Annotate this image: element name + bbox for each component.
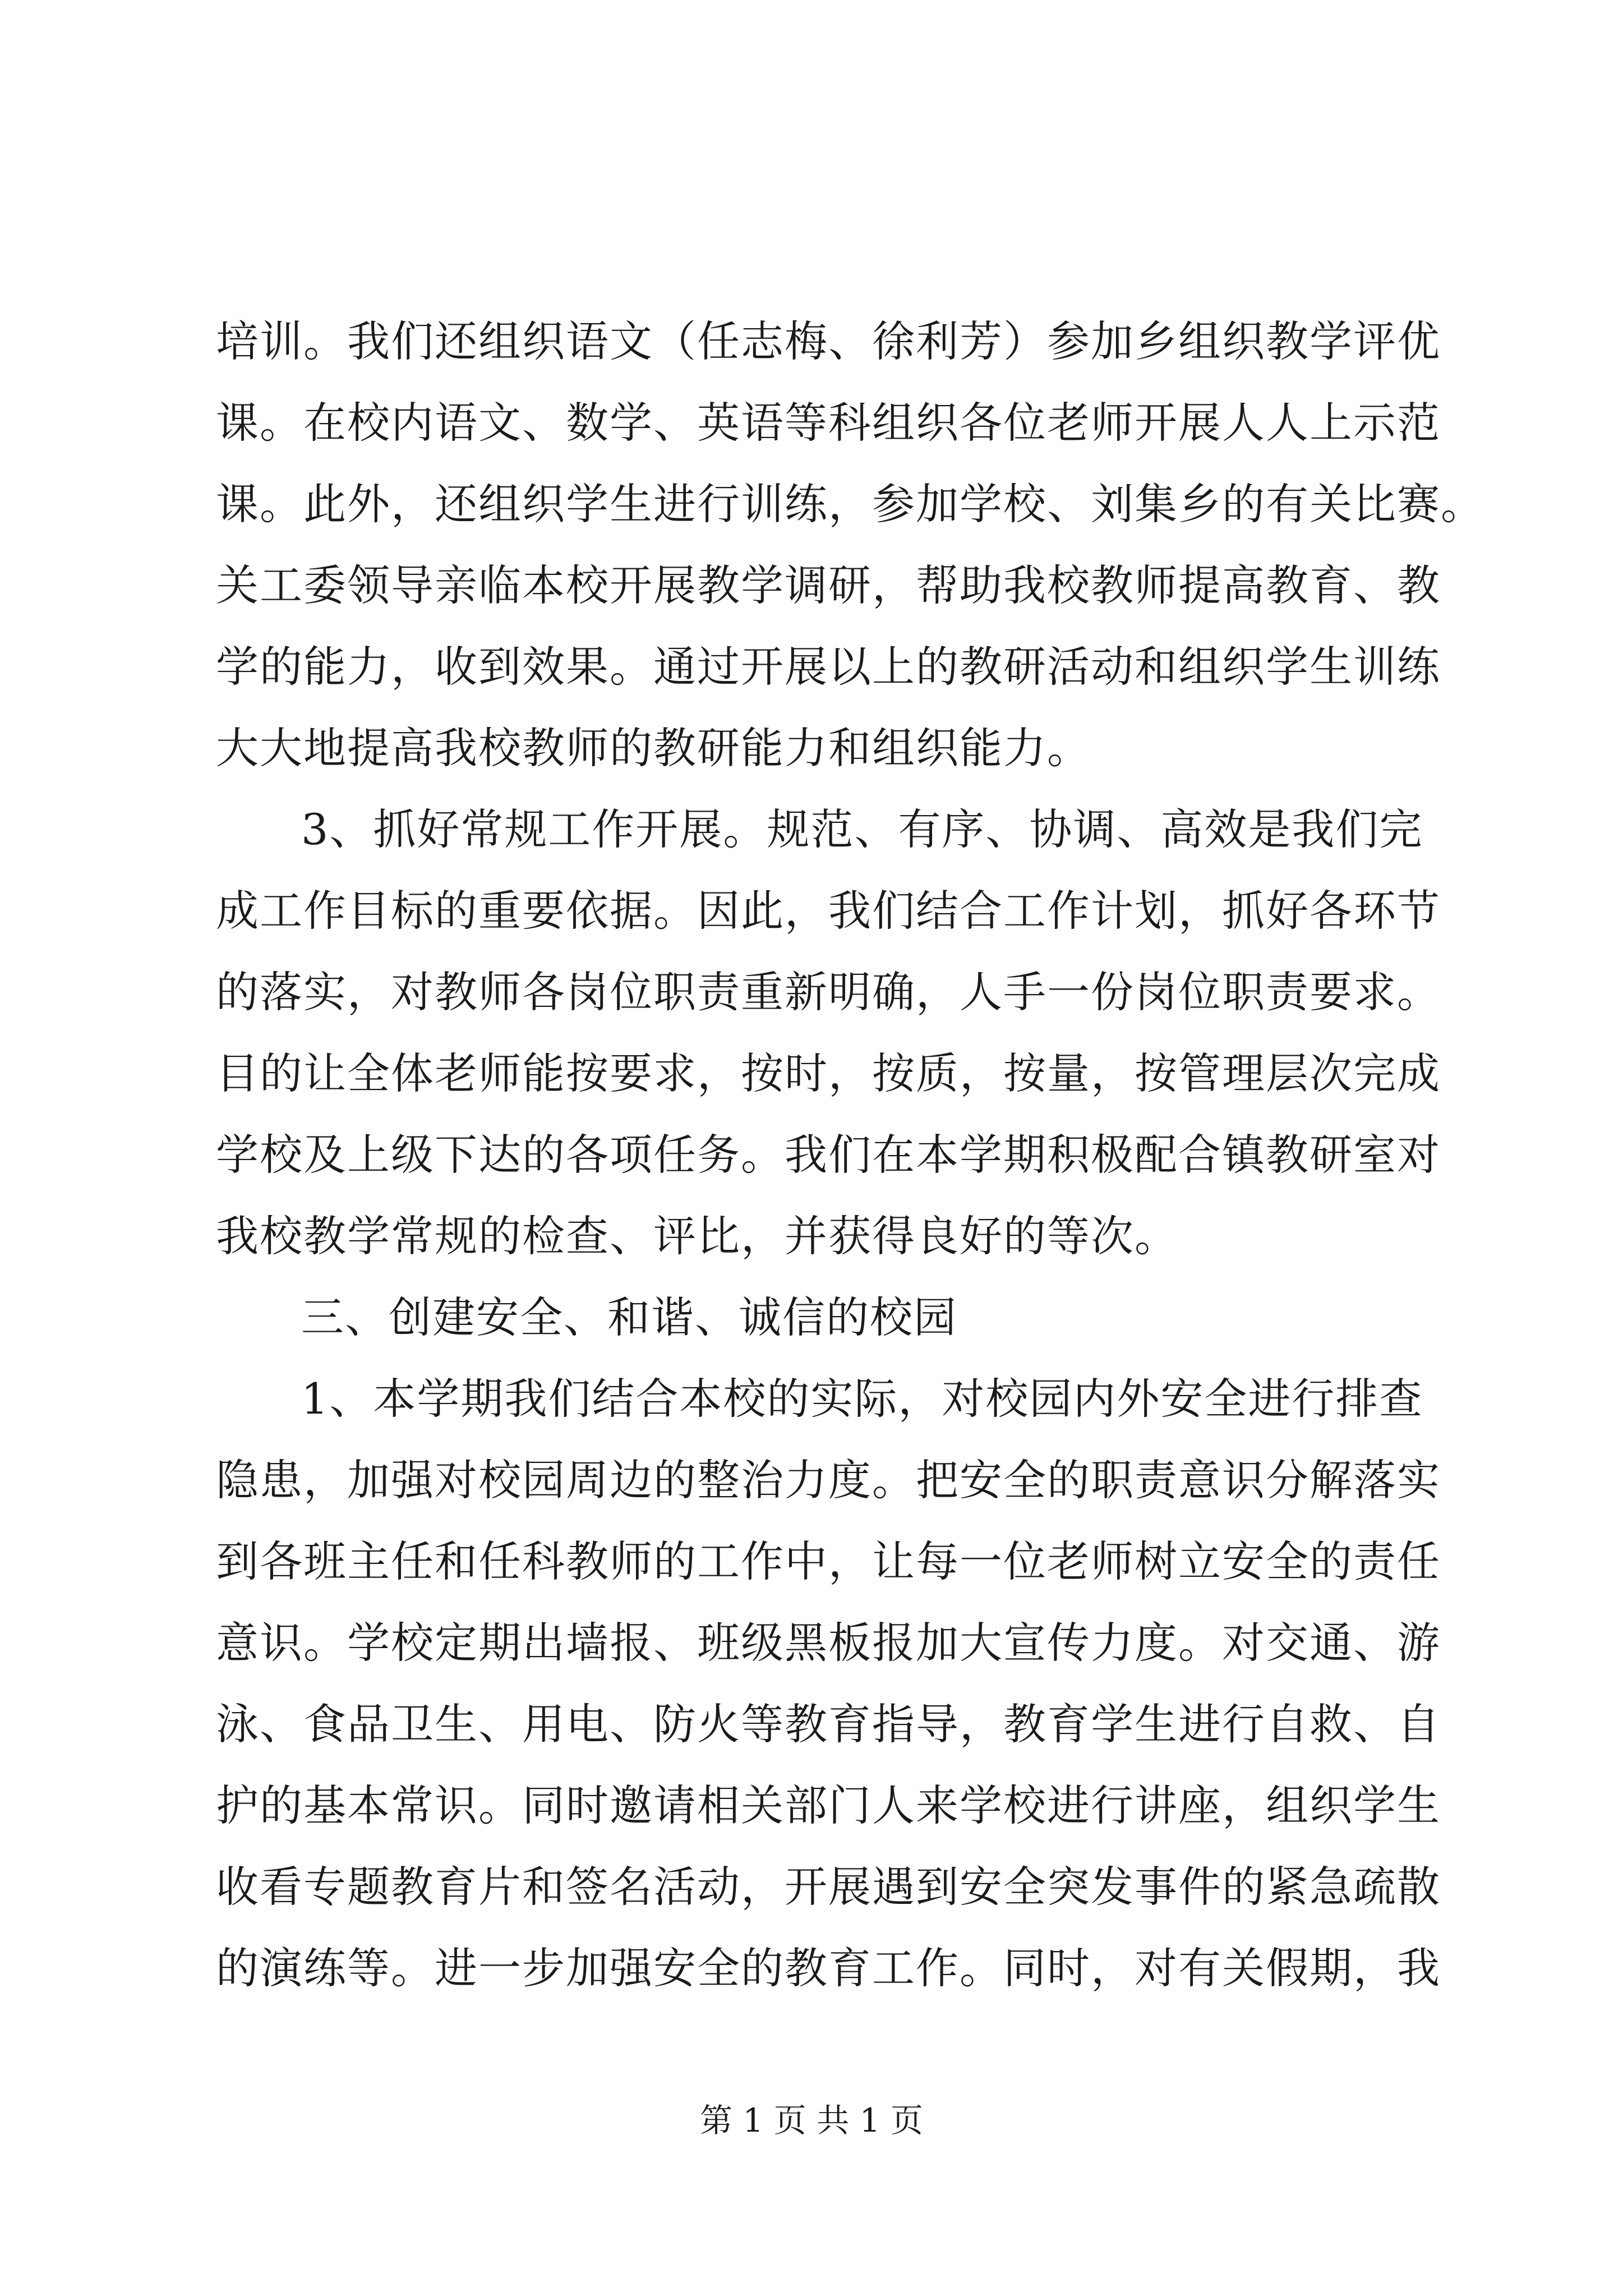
text-line: 的演练等。进一步加强安全的教育工作。同时，对有关假期，我 [216,1943,1441,1993]
text-line: 成工作目标的重要依据。因此，我们结合工作计划，抓好各环节 [216,886,1441,936]
text-line: 收看专题教育片和签名活动，开展遇到安全突发事件的紧急疏散 [216,1862,1441,1912]
text-line: 我校教学常规的检查、评比，并获得良好的等次。 [216,1211,1178,1261]
text-line: 意识。学校定期出墙报、班级黑板报加大宣传力度。对交通、游 [216,1618,1441,1668]
text-line: 课。在校内语文、数学、英语等科组织各位老师开展人人上示范 [216,398,1441,448]
text-line: 大大地提高我校教师的教研能力和组织能力。 [216,723,1091,773]
text-line: 培训。我们还组织语文（任志梅、徐利芳）参加乡组织教学评优 [216,316,1441,366]
text-line: 到各班主任和任科教师的工作中，让每一位老师树立安全的责任 [216,1536,1441,1586]
text-line: 隐患，加强对校园周边的整治力度。把安全的职责意识分解落实 [216,1455,1441,1505]
text-line: 学校及上级下达的各项任务。我们在本学期积极配合镇教研室对 [216,1130,1441,1180]
text-line: 关工委领导亲临本校开展教学调研，帮助我校教师提高教育、教 [216,560,1441,610]
page-footer: 第 1 页 共 1 页 [700,2101,923,2139]
text-line: 三、创建安全、和谐、诚信的校园 [301,1292,957,1342]
text-line: 护的基本常识。同时邀请相关部门人来学校进行讲座，组织学生 [216,1780,1441,1830]
text-line: 学的能力，收到效果。通过开展以上的教研活动和组织学生训练 [216,642,1441,692]
text-line: 的落实，对教师各岗位职责重新明确，人手一份岗位职责要求。 [216,967,1441,1017]
document-body [216,301,1484,2009]
text-line: 目的让全体老师能按要求，按时，按质，按量，按管理层次完成 [216,1048,1441,1098]
text-line: 3、抓好常规工作开展。规范、有序、协调、高效是我们完 [301,804,1423,854]
text-line: 课。此外，还组织学生进行训练，参加学校、刘集乡的有关比赛。 [216,479,1484,529]
text-line: 1、本学期我们结合本校的实际，对校园内外安全进行排查 [301,1374,1423,1424]
text-line: 泳、食品卫生、用电、防火等教育指导，教育学生进行自救、自 [216,1699,1441,1749]
